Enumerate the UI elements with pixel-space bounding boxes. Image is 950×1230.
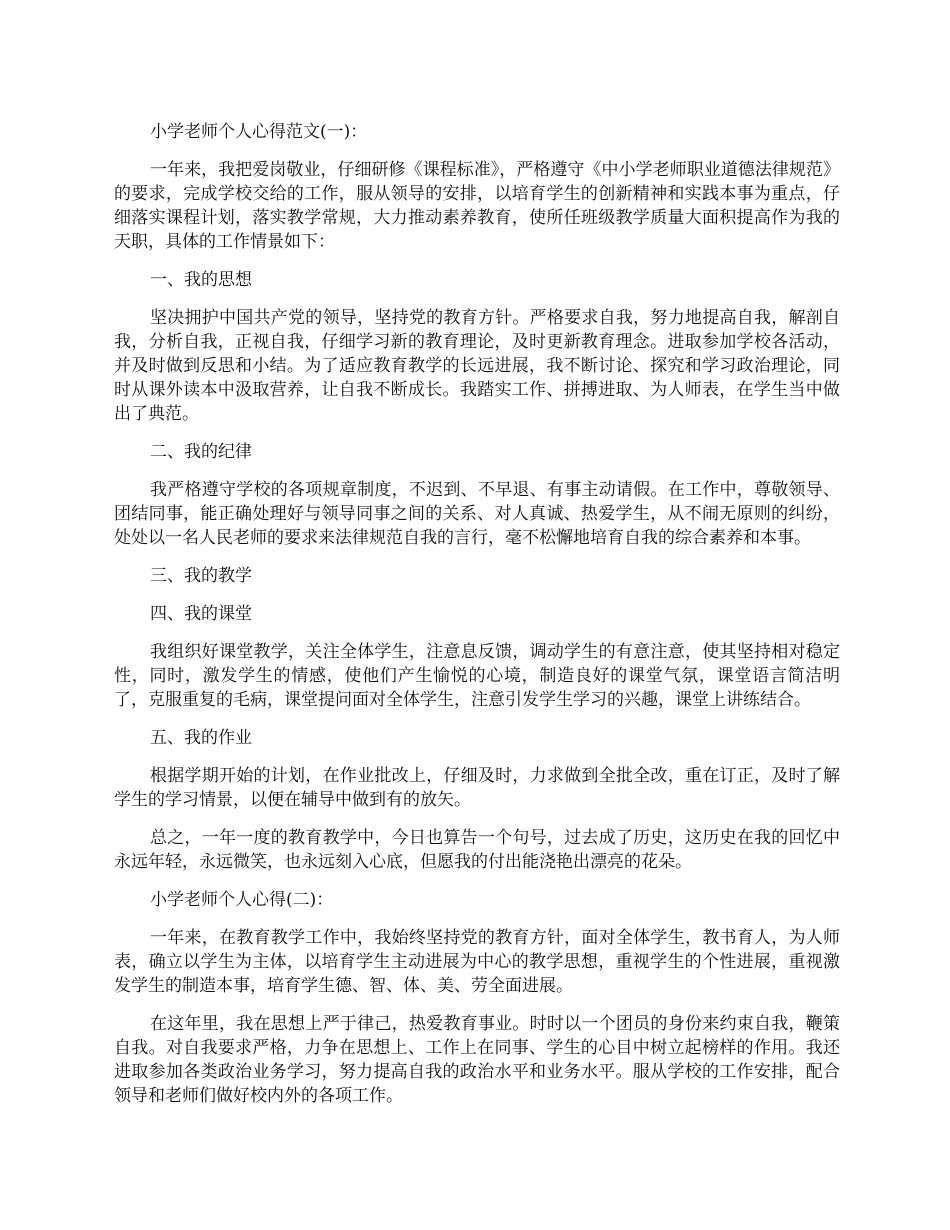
heading-classroom: 四、我的课堂 [150, 604, 252, 624]
paragraph-discipline: 我严格遵守学校的各项规章制度，不迟到、不早退、有事主动请假。在工作中，尊敬领导、团结同事，能正确处理好与领导同事之间的关系、对人真诚、热爱学生，从不闹无原则的纠纷，处处以一名人民老师的要求来法律规范自我的言行，毫不松懈地培育自我的综合素养和本事。 [114, 480, 840, 548]
document-page [114, 120, 840, 1122]
paragraph-ideology: 在这年里，我在思想上严于律己，热爱教育事业。时时以一个团员的身份来约束自我，鞭策自我。对自我要求严格，力争在思想上、工作上在同事、学生的心目中树立起榜样的作用。我还进取参加各类政治业务学习，努力提高自我的政治水平和业务水平。服从学校的工作安排，配合领导和老师们做好校内外的各项工作。 [114, 1014, 840, 1106]
paragraph-conclusion: 总之，一年一度的教育教学中，今日也算告一个句号，过去成了历史，这历史在我的回忆中永远年轻，永远微笑，也永远刻入心底，但愿我的付出能浇艳出漂亮的花朵。 [114, 828, 840, 872]
paragraph-homework: 根据学期开始的计划，在作业批改上，仔细及时，力求做到全批全改，重在订正，及时了解学生的学习情景，以便在辅导中做到有的放矢。 [114, 766, 840, 810]
heading-thought: 一、我的思想 [150, 270, 252, 290]
section-title-2: 小学老师个人心得(二)： [150, 890, 334, 910]
paragraph-thought: 坚决拥护中国共产党的领导，坚持党的教育方针。严格要求自我，努力地提高自我，解剖自我，分析自我，正视自我，仔细学习新的教育理论，及时更新教育理念。进取参加学校各活动，并及时做到反思和小结。为了适应教育教学的长远进展，我不断讨论、探究和学习政治理论，同时从课外读本中汲取营养，让自我不断成长。我踏实工作、拼搏进取、为人师表，在学生当中做出了典范。 [114, 308, 840, 424]
heading-discipline: 二、我的纪律 [150, 442, 252, 462]
paragraph-classroom: 我组织好课堂教学，关注全体学生，注意息反馈，调动学生的有意注意，使其坚持相对稳定性，同时，激发学生的情感，使他们产生愉悦的心境，制造良好的课堂气氛，课堂语言简洁明了，克服重复的毛病，课堂提问面对全体学生，注意引发学生学习的兴趣，课堂上讲练结合。 [114, 642, 840, 710]
section-title-1: 小学老师个人心得范文(一)： [150, 122, 368, 142]
paragraph-intro: 一年来，我把爱岗敬业，仔细研修《课程标准》，严格遵守《中小学老师职业道德法律规范》的要求，完成学校交给的工作，服从领导的安排，以培育学生的创新精神和实践本事为重点，仔细落实课程计划，落实教学常规，大力推动素养教育，使所任班级教学质量大面积提高作为我的天职，具体的工作情景如下： [114, 160, 840, 252]
heading-teaching: 三、我的教学 [150, 566, 252, 586]
paragraph-year-summary: 一年来，在教育教学工作中，我始终坚持党的教育方针，面对全体学生，教书育人，为人师表，确立以学生为主体，以培育学生主动进展为中心的教学思想，重视学生的个性进展，重视激发学生的制造本事，培育学生德、智、体、美、劳全面进展。 [114, 928, 840, 996]
heading-homework: 五、我的作业 [150, 728, 252, 748]
